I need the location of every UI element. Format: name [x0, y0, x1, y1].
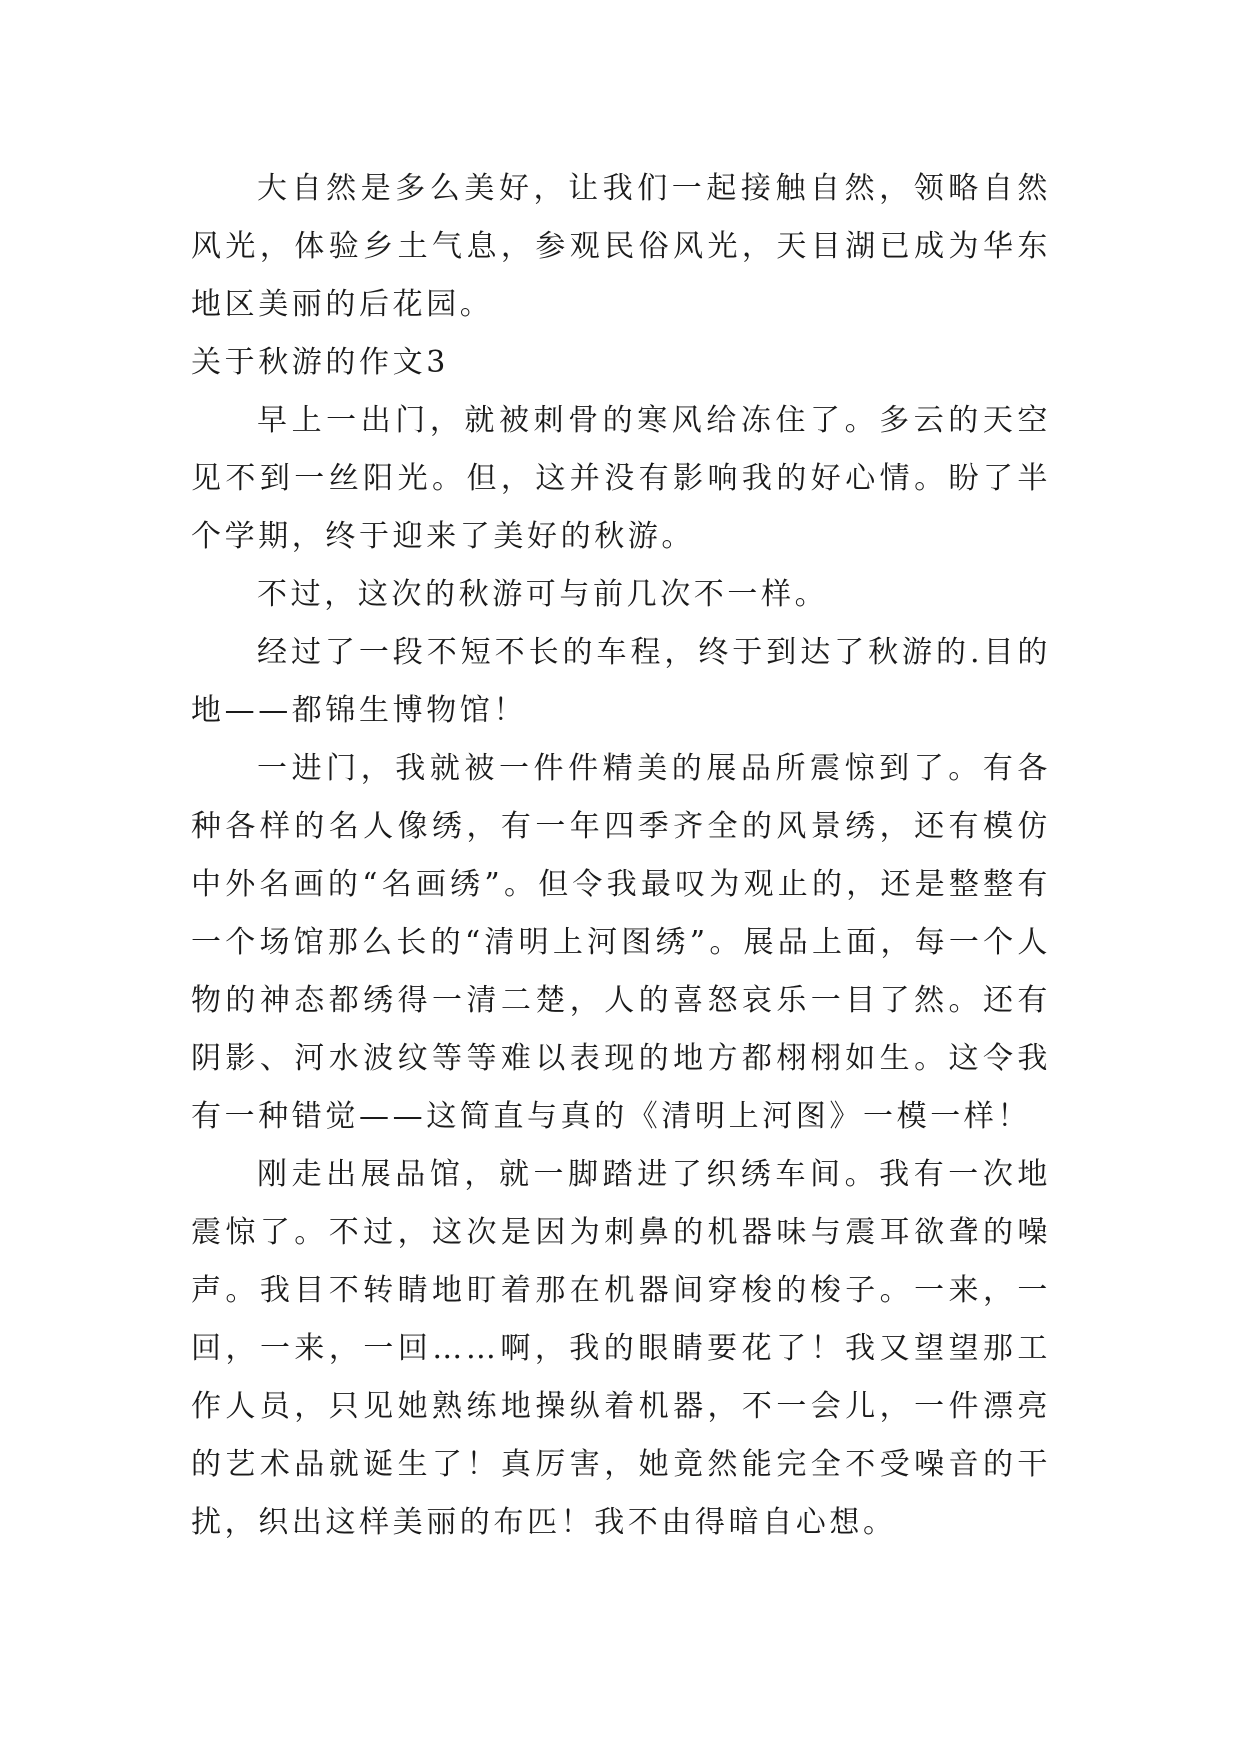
- paragraph-intro-nature: 大自然是多么美好，让我们一起接触自然，领略自然风光，体验乡土气息，参观民俗风光，天目湖已成为华东地区美丽的后花园。: [191, 171, 1051, 322]
- section-heading: 关于秋游的作文3: [191, 345, 449, 380]
- paragraph-morning: 早上一出门，就被刺骨的寒风给冻住了。多云的天空见不到一丝阳光。但，这并没有影响我的好心情。盼了半个学期，终于迎来了美好的秋游。: [191, 403, 1051, 554]
- paragraph-destination: 经过了一段不短不长的车程，终于到达了秋游的.目的地——都锦生博物馆！: [191, 635, 1051, 728]
- article-body: [191, 160, 1051, 1552]
- paragraph-different-trip: 不过，这次的秋游可与前几次不一样。: [257, 577, 829, 612]
- paragraph-exhibits: 一进门，我就被一件件精美的展品所震惊到了。有各种各样的名人像绣，有一年四季齐全的风景绣，还有模仿中外名画的“名画绣”。但令我最叹为观止的，还是整整有一个场馆那么长的“清明上河图绣”。展品上面，每一个人物的神态都绣得一清二楚，人的喜怒哀乐一目了然。还有阴影、河水波纹等等难以表现的地方都栩栩如生。这令我有一种错觉——这简直与真的《清明上河图》一模一样！: [191, 751, 1051, 1134]
- paragraph-workshop: 刚走出展品馆，就一脚踏进了织绣车间。我有一次地震惊了。不过，这次是因为刺鼻的机器味与震耳欲聋的噪声。我目不转睛地盯着那在机器间穿梭的梭子。一来，一回，一来，一回……啊，我的眼睛要花了！我又望望那工作人员，只见她熟练地操纵着机器，不一会儿，一件漂亮的艺术品就诞生了！真厉害，她竟然能完全不受噪音的干扰，织出这样美丽的布匹！我不由得暗自心想。: [191, 1157, 1051, 1540]
